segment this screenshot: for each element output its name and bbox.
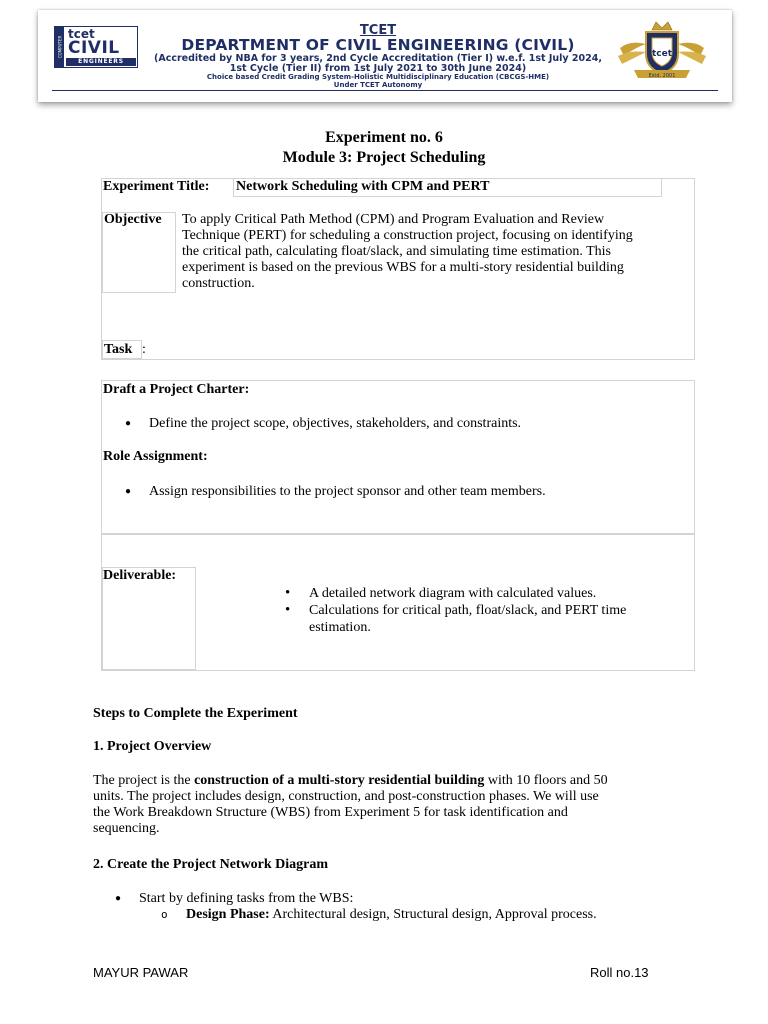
letterhead-rule	[52, 90, 718, 91]
bullet-icon: •	[285, 585, 291, 601]
experiment-title-label: Experiment Title:	[103, 179, 210, 194]
overview-text-post: with 10 floors and 50	[484, 773, 608, 788]
overview-line: the Work Breakdown Structure (WBS) from Experiment 5 for task identification and	[93, 805, 568, 820]
overview-paragraph	[93, 773, 683, 837]
experiment-title-value: Network Scheduling with CPM and PERT	[236, 179, 490, 194]
objective-text	[182, 212, 692, 292]
autonomy-line: Under TCET Autonomy	[333, 81, 423, 89]
overview-heading: 1. Project Overview	[93, 739, 212, 754]
objective-line: experiment is based on the previous WBS for a multi-story residential building	[182, 260, 624, 275]
network-heading: 2. Create the Project Network Diagram	[93, 857, 329, 872]
overview-line: units. The project includes design, construction, and post-construction phases. We will use	[93, 789, 599, 804]
network-bullet-text: Start by defining tasks from the WBS:	[139, 891, 354, 906]
experiment-number: Experiment no. 6	[325, 129, 443, 146]
logo-side-text: COMPUTER	[57, 35, 62, 59]
cbcgs-line: Choice based Credit Grading System-Holistic Multidisciplinary Education (CBCGS-HME)	[206, 73, 550, 81]
steps-heading: Steps to Complete the Experiment	[93, 706, 298, 721]
objective-line: Technique (PERT) for scheduling a construction project, focusing on identifying	[182, 228, 633, 243]
role-bullet-text: Assign responsibilities to the project sponsor and other team members.	[149, 484, 546, 499]
accreditation-line-2: 1st Cycle (Tier II) from 1st July 2021 to 30th June 2024)	[229, 63, 527, 74]
department-name: DEPARTMENT OF CIVIL ENGINEERING (CIVIL)	[181, 36, 575, 54]
letterhead	[38, 10, 732, 102]
task-label: Task	[104, 342, 133, 357]
design-phase-text: Architectural design, Structural design, Approval process.	[269, 907, 597, 922]
objective-line: the critical path, calculating float/slack, and simulating time estimation. This	[182, 244, 611, 259]
footer-roll: Roll no.13	[590, 965, 649, 980]
logo-mid-text: CIVIL	[68, 38, 120, 58]
deliverable-bullet-1-text: A detailed network diagram with calculated values.	[309, 586, 597, 601]
overview-text-bold: construction of a multi-story residential building	[194, 773, 485, 788]
objective-line: construction.	[182, 276, 255, 291]
deliverable-label: Deliverable:	[103, 568, 177, 583]
logo-top-text: tcet	[68, 27, 95, 41]
task-colon: :	[142, 342, 146, 357]
accreditation-line-1: (Accredited by NBA for 3 years, 2nd Cycle Accreditation (Tier I) w.e.f. 1st July 2024,	[154, 53, 602, 64]
deliverable-bullet-2-line-2: estimation.	[309, 620, 371, 635]
bullet-icon: •	[285, 602, 291, 618]
charter-bullet-text: Define the project scope, objectives, stakeholders, and constraints.	[149, 416, 522, 431]
design-phase-label: Design Phase:	[186, 907, 270, 922]
bullet-icon: ●	[125, 418, 132, 429]
bullet-icon: ●	[115, 893, 122, 904]
tcet-civil-logo	[54, 26, 138, 68]
bullet-icon: ●	[125, 486, 132, 497]
objective-line: To apply Critical Path Method (CPM) and Program Evaluation and Review	[182, 212, 605, 227]
overview-text-pre: The project is the	[93, 773, 195, 788]
module-title: Module 3: Project Scheduling	[282, 149, 486, 166]
role-heading: Role Assignment:	[103, 449, 208, 464]
objective-label: Objective	[104, 212, 162, 227]
institute-name: TCET	[359, 23, 397, 38]
logo-bottom-text: ENGINEERS	[66, 58, 136, 66]
charter-heading: Draft a Project Charter:	[103, 382, 250, 397]
crest-est-text: Estd. 2001	[648, 73, 676, 79]
footer-name: MAYUR PAWAR	[93, 965, 189, 980]
crest-text: tcet	[651, 49, 673, 59]
deliverable-bullet-2-line-1: Calculations for critical path, float/slack, and PERT time	[309, 603, 627, 618]
sub-bullet-icon: o	[161, 908, 168, 921]
tcet-crest-icon	[612, 18, 712, 82]
overview-line: sequencing.	[93, 821, 160, 836]
